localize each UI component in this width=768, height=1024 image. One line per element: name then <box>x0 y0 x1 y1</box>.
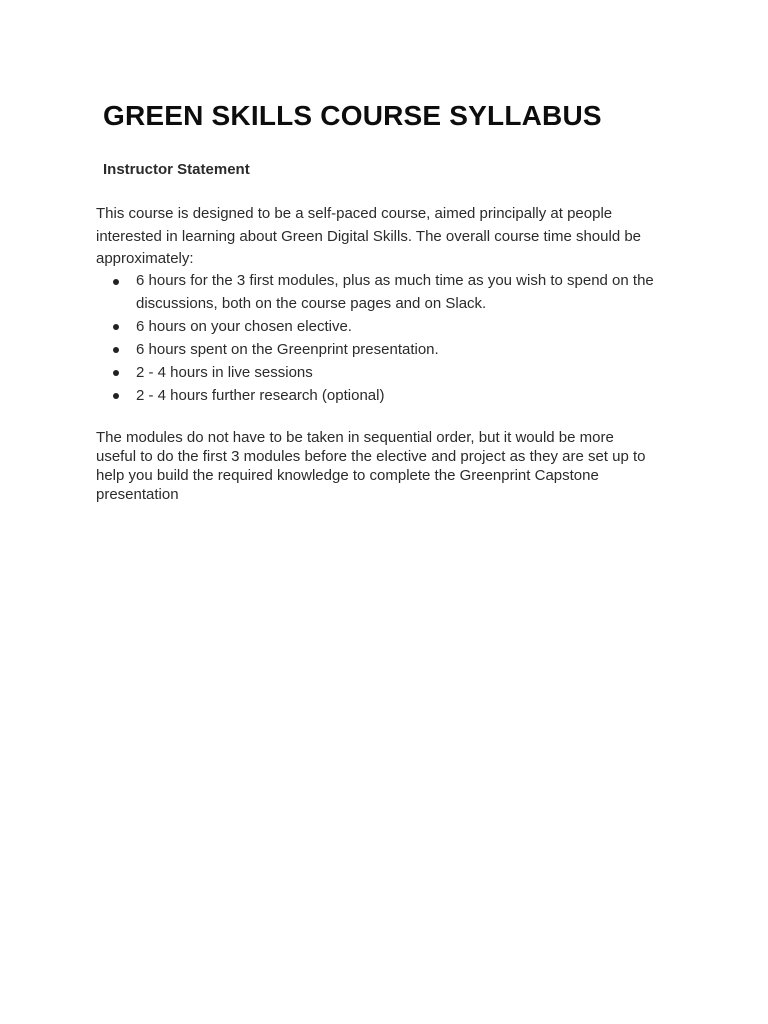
list-item <box>96 385 676 408</box>
time-estimate-list <box>96 270 676 408</box>
list-item-text: 6 hours on your chosen elective. <box>136 317 352 335</box>
bullet-icon <box>113 393 119 399</box>
list-item-text: 6 hours for the 3 first modules, plus as much time as you wish to spend on the discussions, both on the course pages and on Slack. <box>136 272 654 312</box>
bullet-icon <box>113 347 119 353</box>
bullet-icon <box>113 370 119 376</box>
bullet-icon <box>113 279 119 285</box>
intro-paragraph: This course is designed to be a self-paced course, aimed principally at people interested in learning about Green Digital Skills. The overall course time should be approximately: <box>96 205 642 267</box>
list-item-text: 6 hours spent on the Greenprint presentation. <box>136 340 439 358</box>
list-item <box>96 316 676 339</box>
list-item <box>96 362 676 385</box>
closing-paragraph: The modules do not have to be taken in sequential order, but it would be more useful to do the first 3 modules before the elective and project as they are set up to help you build the required knowledge to complete the Greenprint Capstone presentation <box>96 429 646 503</box>
section-heading: Instructor Statement <box>103 161 250 178</box>
document-title: GREEN SKILLS COURSE SYLLABUS <box>103 100 602 131</box>
list-item-text: 2 - 4 hours further research (optional) <box>136 386 385 404</box>
list-item <box>96 270 676 315</box>
bullet-icon <box>113 324 119 330</box>
list-item-text: 2 - 4 hours in live sessions <box>136 363 313 381</box>
list-item <box>96 339 676 362</box>
